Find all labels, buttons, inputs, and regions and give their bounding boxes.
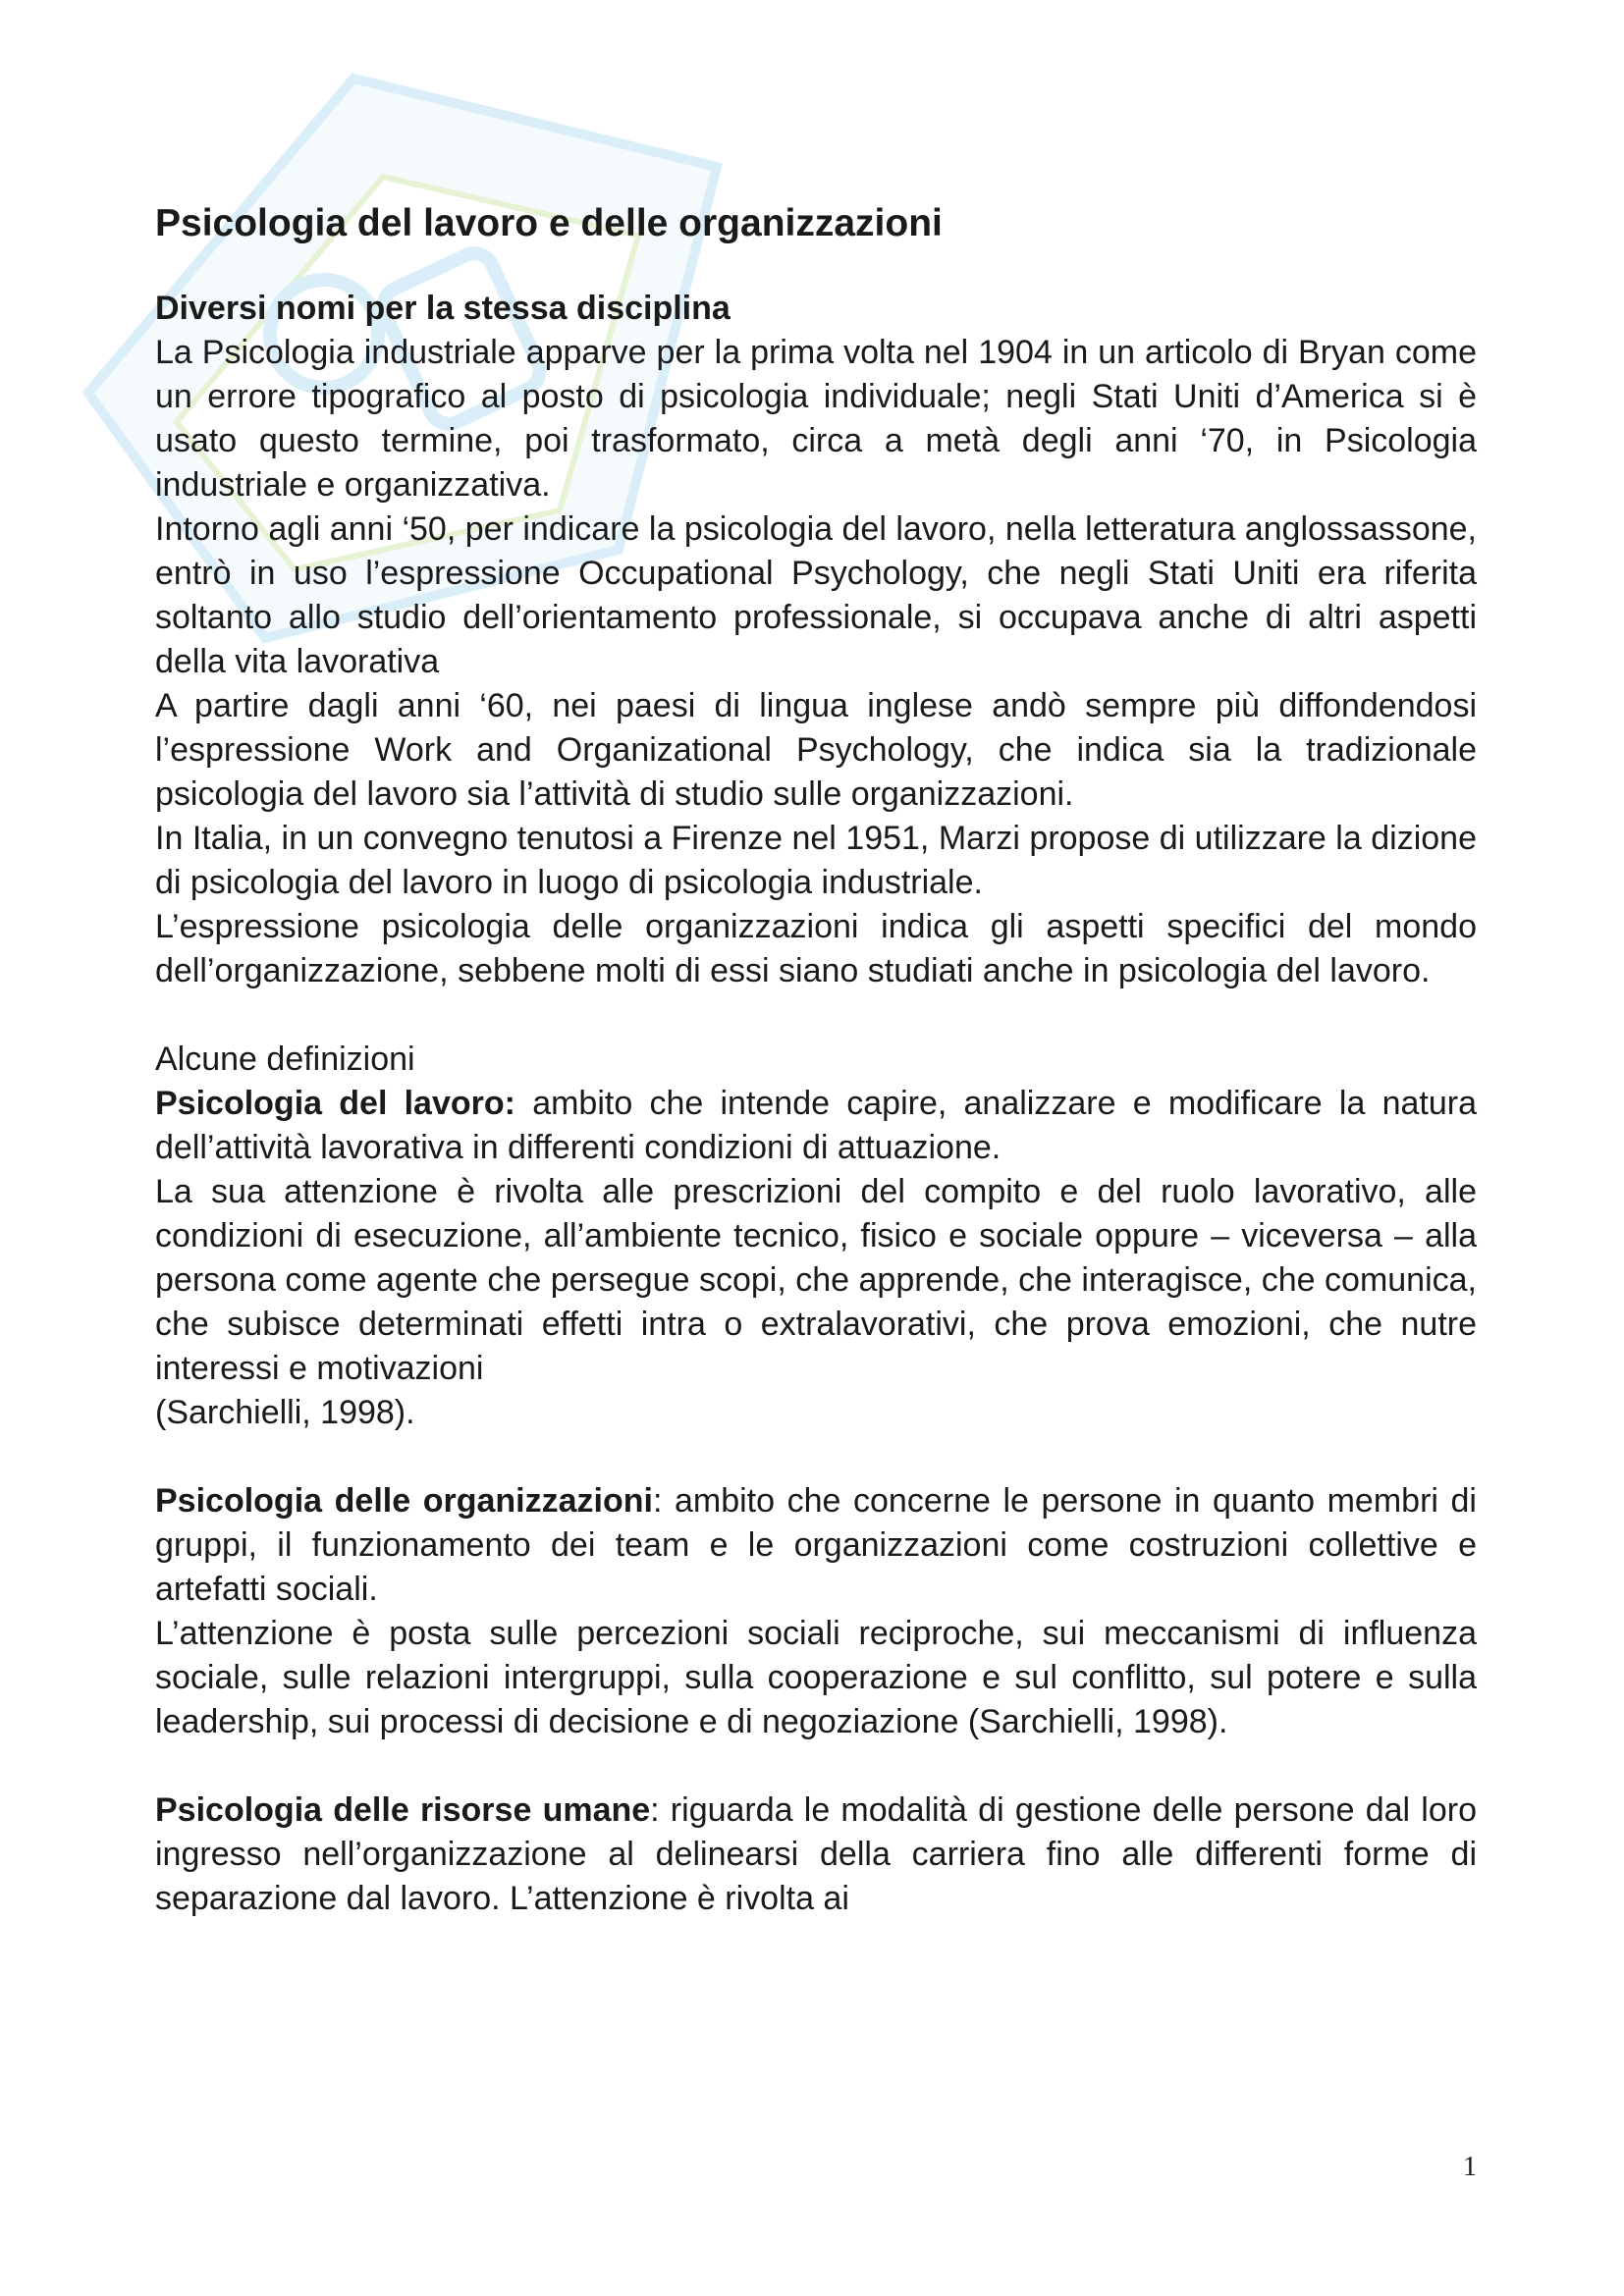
definition-lavoro — [155, 1082, 1477, 1170]
paragraph-origin: La Psicologia industriale apparve per la prima volta nel 1904 in un articolo di Bryan come un errore tipografico al posto di psicologia individuale; negli Stati Uniti d’America si è usato questo termine, poi trasformato, circa a metà degli anni ‘70, in Psicologia industriale e organizzativa. — [155, 334, 1477, 504]
definition-risorse-label: Psicologia delle risorse umane — [155, 1791, 651, 1829]
definition-lavoro-label: Psicologia del lavoro: — [155, 1085, 515, 1122]
definition-lavoro-citation: (Sarchielli, 1998). — [155, 1394, 415, 1431]
page-number: 1 — [1463, 2152, 1477, 2182]
paragraph-occupational: Intorno agli anni ‘50, per indicare la psicologia del lavoro, nella letteratura anglossassone, entrò in uso l’espressione Occupational Psychology, che negli Stati Uniti era riferita soltanto allo studio dell’orientamento professionale, si occupava anche di altri aspetti della vita lavorativa — [155, 510, 1477, 680]
definition-organizzazioni-label: Psicologia delle organizzazioni — [155, 1482, 653, 1520]
definition-lavoro-detail: La sua attenzione è rivolta alle prescrizioni del compito e del ruolo lavorativo, alle condizioni di esecuzione, all’ambiente tecnico, fisico e sociale oppure – viceversa – alla persona come agente che persegue scopi, che apprende, che interagisce, che comunica, che subisce determinati effetti intra o extralavorativi, che prova emozioni, che nutre interessi e motivazioni — [155, 1173, 1477, 1387]
document-page — [155, 187, 1477, 1921]
paragraph-organizzazioni: L’espressione psicologia delle organizzazioni indica gli aspetti specifici del mondo dell’organizzazione, sebbene molti di essi siano studiati anche in psicologia del lavoro. — [155, 908, 1477, 989]
document-title: Psicologia del lavoro e delle organizzazioni — [155, 202, 943, 244]
definition-risorse — [155, 1789, 1477, 1921]
paragraph-work-organizational: A partire dagli anni ‘60, nei paesi di lingua inglese andò sempre più diffondendosi l’espressione Work and Organizational Psychology, che indica sia la tradizionale psicologia del lavoro sia l’attività di studio sulle organizzazioni. — [155, 687, 1477, 813]
definition-organizzazioni — [155, 1479, 1477, 1612]
definition-lavoro-text: ambito che intende capire, analizzare e modificare la natura dell’attività lavorativa in differenti condizioni di attuazione. — [155, 1085, 1477, 1166]
paragraph-italia: In Italia, in un convegno tenutosi a Firenze nel 1951, Marzi propose di utilizzare la dizione di psicologia del lavoro in luogo di psicologia industriale. — [155, 820, 1477, 901]
definition-organizzazioni-text: : ambito che concerne le persone in quanto membri di gruppi, il funzionamento dei team e le organizzazioni come costruzioni collettive e artefatti sociali. — [155, 1482, 1477, 1608]
definition-risorse-text: : riguarda le modalità di gestione delle persone dal loro ingresso nell’organizzazione al delinearsi della carriera fino alle differenti forme di separazione dal lavoro. L’attenzione è rivolta ai — [155, 1791, 1477, 1917]
spacer — [155, 993, 1477, 1038]
definition-organizzazioni-detail: L’attenzione è posta sulle percezioni sociali reciproche, sui meccanismi di influenza sociale, sulle relazioni intergruppi, sulla cooperazione e sul conflitto, sul potere e sulla leadership, sui processi di decisione e di negoziazione (Sarchielli, 1998). — [155, 1615, 1477, 1740]
spacer — [155, 1744, 1477, 1789]
section-heading: Diversi nomi per la stessa disciplina — [155, 290, 731, 327]
spacer — [155, 1435, 1477, 1479]
definitions-heading: Alcune definizioni — [155, 1041, 415, 1078]
